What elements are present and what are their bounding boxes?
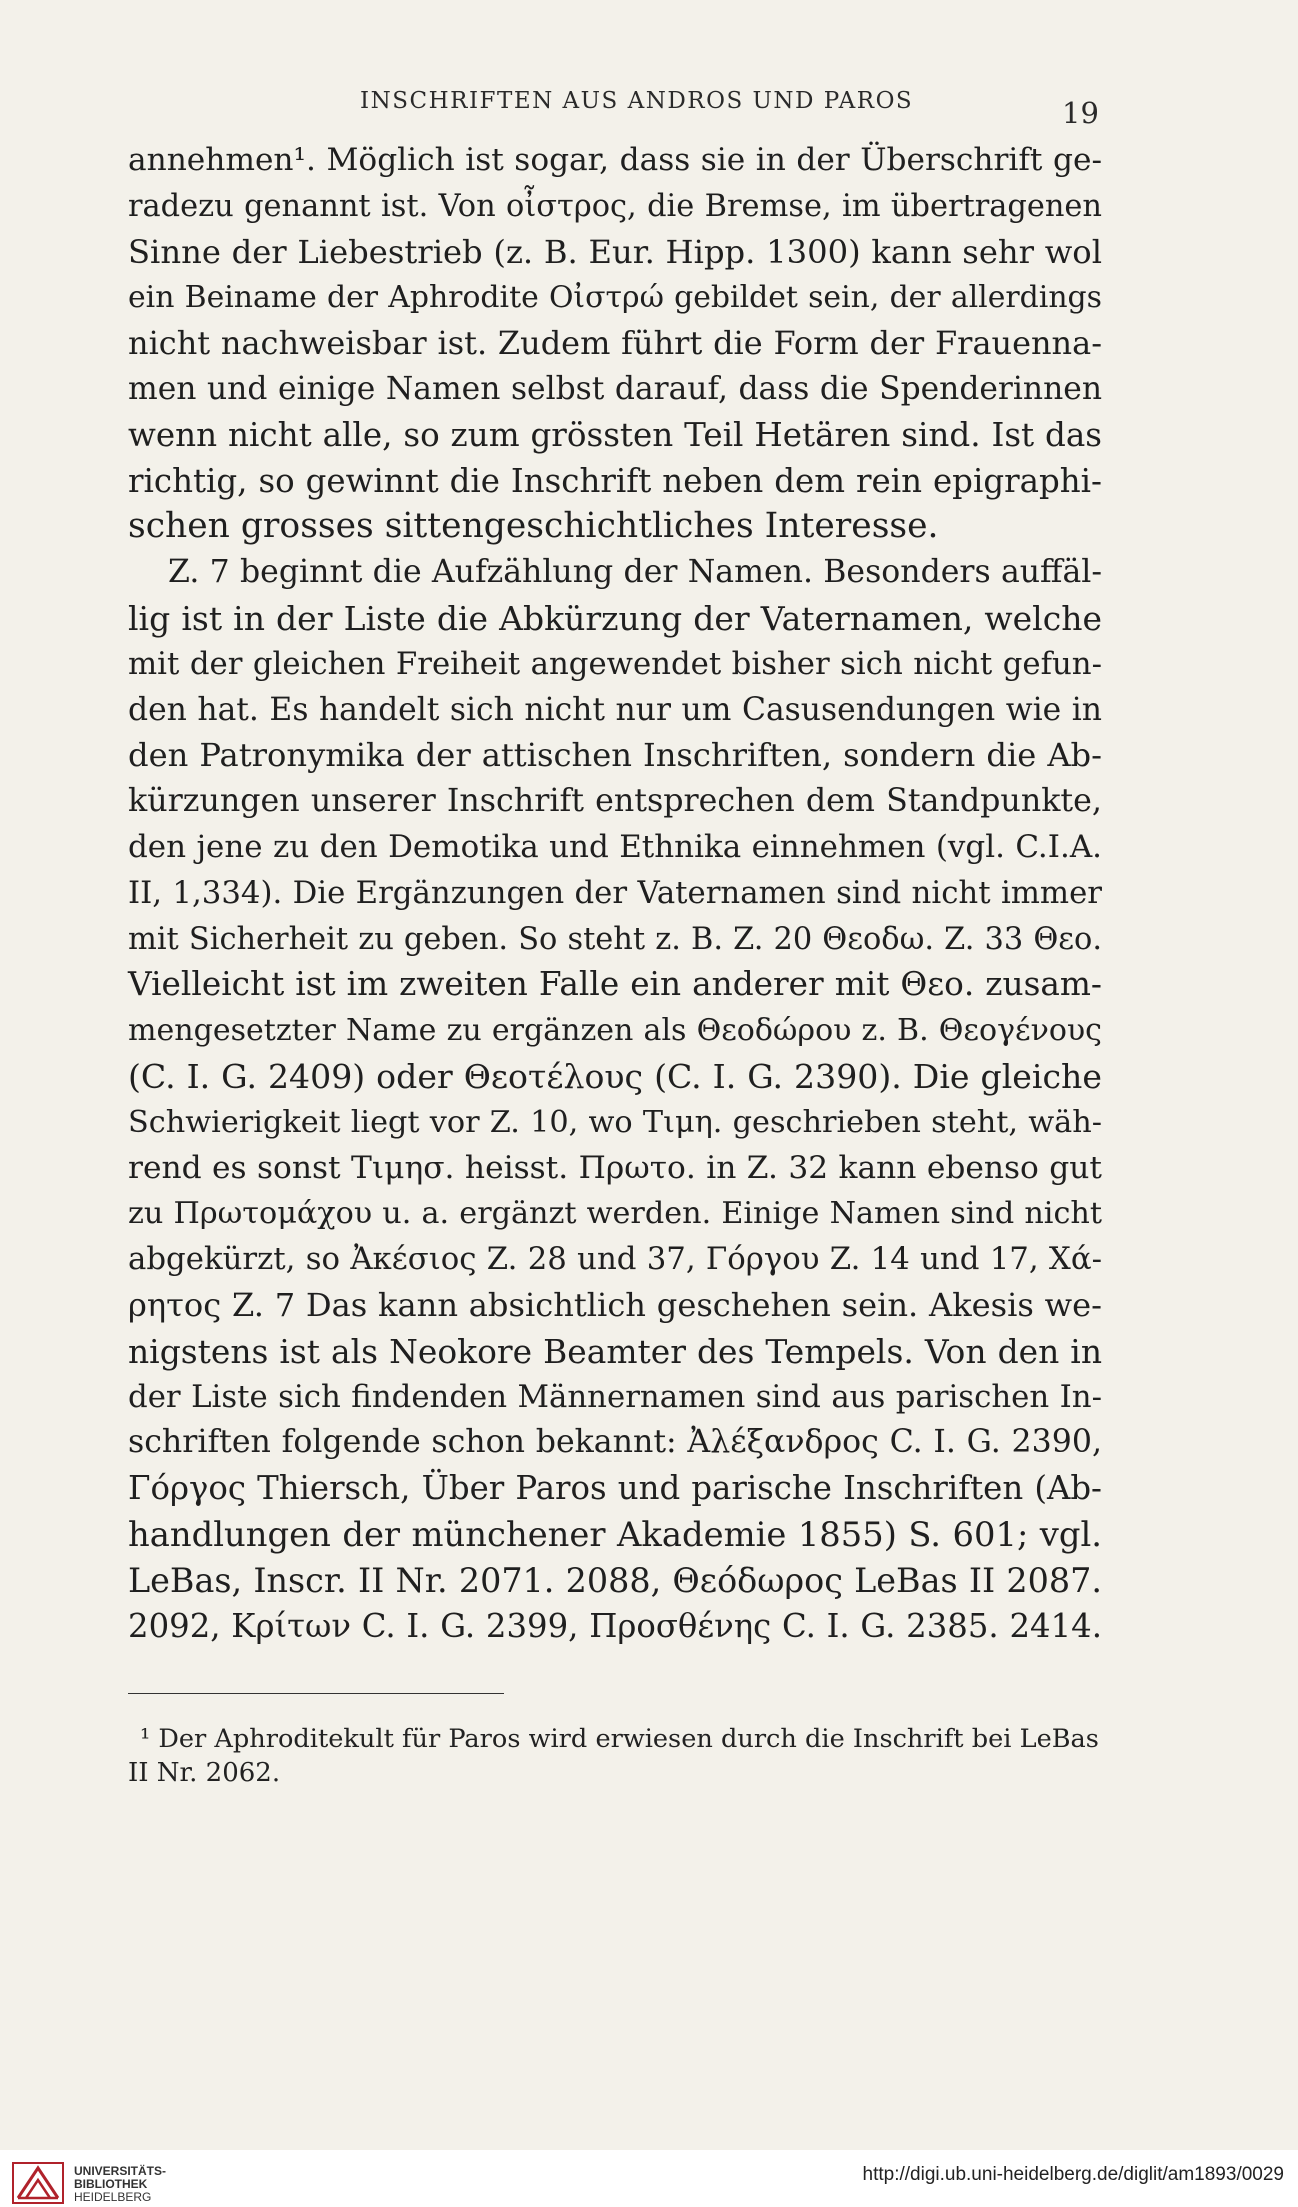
library-logo-text[interactable] <box>74 2165 166 2204</box>
text-line: richtig, so gewinnt die Inschrift neben dem rein epigraphi- <box>128 461 1102 500</box>
logo-line: UNIVERSITÄTS- <box>74 2164 167 2178</box>
text-line: schriften folgende schon bekannt: Ἀλέξανδρος C. I. G. 2390, <box>128 1424 1102 1461</box>
text-line: (C. I. G. 2409) oder Θεοτέλους (C. I. G. 2390). Die gleiche <box>128 1056 1102 1096</box>
text-line: LeBas, Inscr. II Nr. 2071. 2088, Θεόδωρος LeBas II 2087. <box>128 1560 1102 1600</box>
university-heidelberg-logo-icon[interactable] <box>12 2162 64 2204</box>
text-line: schen grosses sittengeschichtliches Interesse. <box>128 506 939 547</box>
text-line: wenn nicht alle, so zum grössten Teil Hetären sind. Ist das <box>128 415 1102 454</box>
text-line: Schwierigkeit liegt vor Z. 10, wo Τιμη. geschrieben steht, wäh- <box>128 1104 1102 1140</box>
body-text <box>128 138 1102 1649</box>
text-line: Sinne der Liebestrieb (z. B. Eur. Hipp. 1300) kann sehr wol <box>128 232 1102 271</box>
running-head: INSCHRIFTEN AUS ANDROS UND PAROS <box>360 88 914 114</box>
text-line: annehmen¹. Möglich ist sogar, dass sie in der Überschrift ge- <box>128 142 1102 178</box>
logo-line: BIBLIOTHEK <box>74 2177 148 2191</box>
text-line: kürzungen unserer Inschrift entsprechen dem Standpunkte, <box>128 783 1102 820</box>
text-line: Z. 7 beginnt die Aufzählung der Namen. Besonders auffäl- <box>168 554 1102 591</box>
text-line: mit der gleichen Freiheit angewendet bisher sich nicht gefun- <box>128 645 1102 682</box>
page-number: 19 <box>1062 96 1099 130</box>
text-line: nicht nachweisbar ist. Zudem führt die Form der Frauenna- <box>128 324 1102 363</box>
text-line: lig ist in der Liste die Abkürzung der Vaternamen, welche <box>128 598 1102 638</box>
text-line: II, 1,334). Die Ergänzungen der Vaternamen sind nicht immer <box>128 874 1102 911</box>
source-url-link[interactable]: http://digi.ub.uni-heidelberg.de/diglit/am1893/0029 <box>862 2164 1284 2185</box>
text-line: mengesetzter Name zu ergänzen als Θεοδώρου z. B. Θεογένους <box>128 1013 1102 1049</box>
footnote-divider <box>128 1693 504 1694</box>
text-line: der Liste sich findenden Männernamen sind aus parischen In- <box>128 1378 1102 1415</box>
footnote <box>128 1722 1104 1790</box>
text-line: mit Sicherheit zu geben. So steht z. B. Z. 20 Θεοδω. Z. 33 Θεο. <box>128 921 1102 957</box>
footnote-line: ¹ Der Aphroditekult für Paros wird erwiesen durch die Inschrift bei LeBas <box>140 1724 1099 1754</box>
logo-line: HEIDELBERG <box>74 2190 152 2204</box>
text-line: ein Beiname der Aphrodite Οἰστρώ gebildet sein, der allerdings <box>128 280 1102 316</box>
text-line: den jene zu den Demotika und Ethnika einnehmen (vgl. C.I.A. <box>128 828 1102 865</box>
text-line: Vielleicht ist im zweiten Falle ein anderer mit Θεο. zusam- <box>128 965 1102 1004</box>
text-line: men und einige Namen selbst darauf, dass die Spenderinnen <box>128 370 1102 407</box>
text-line: nigstens ist als Neokore Beamter des Tempels. Von den in <box>128 1331 1102 1371</box>
text-line: den hat. Es handelt sich nicht nur um Casusendungen wie in <box>128 691 1102 728</box>
text-line: den Patronymika der attischen Inschriften, sondern die Ab- <box>128 736 1102 775</box>
text-line: Γόργος Thiersch, Über Paros und parische Inschriften (Ab- <box>128 1469 1102 1508</box>
footnote-line: II Nr. 2062. <box>128 1758 281 1788</box>
text-line: 2092, Κρίτων C. I. G. 2399, Προσθένης C. I. G. 2385. 2414. <box>128 1606 1102 1645</box>
text-line: rend es sonst Τιμησ. heisst. Πρωτο. in Z. 32 kann ebenso gut <box>128 1149 1102 1186</box>
text-line: zu Πρωτομάχου u. a. ergänzt werden. Einige Namen sind nicht <box>128 1196 1102 1232</box>
text-line: abgekürzt, so Ἀκέσιος Z. 28 und 37, Γόργου Z. 14 und 17, Χά- <box>128 1241 1102 1278</box>
text-line: radezu genannt ist. Von οἶστρος, die Bremse, im übertragenen <box>128 188 1102 224</box>
text-line: handlungen der münchener Akademie 1855) S. 601; vgl. <box>128 1514 1102 1554</box>
text-line: ρητος Z. 7 Das kann absichtlich geschehen sein. Akesis we- <box>128 1285 1102 1324</box>
